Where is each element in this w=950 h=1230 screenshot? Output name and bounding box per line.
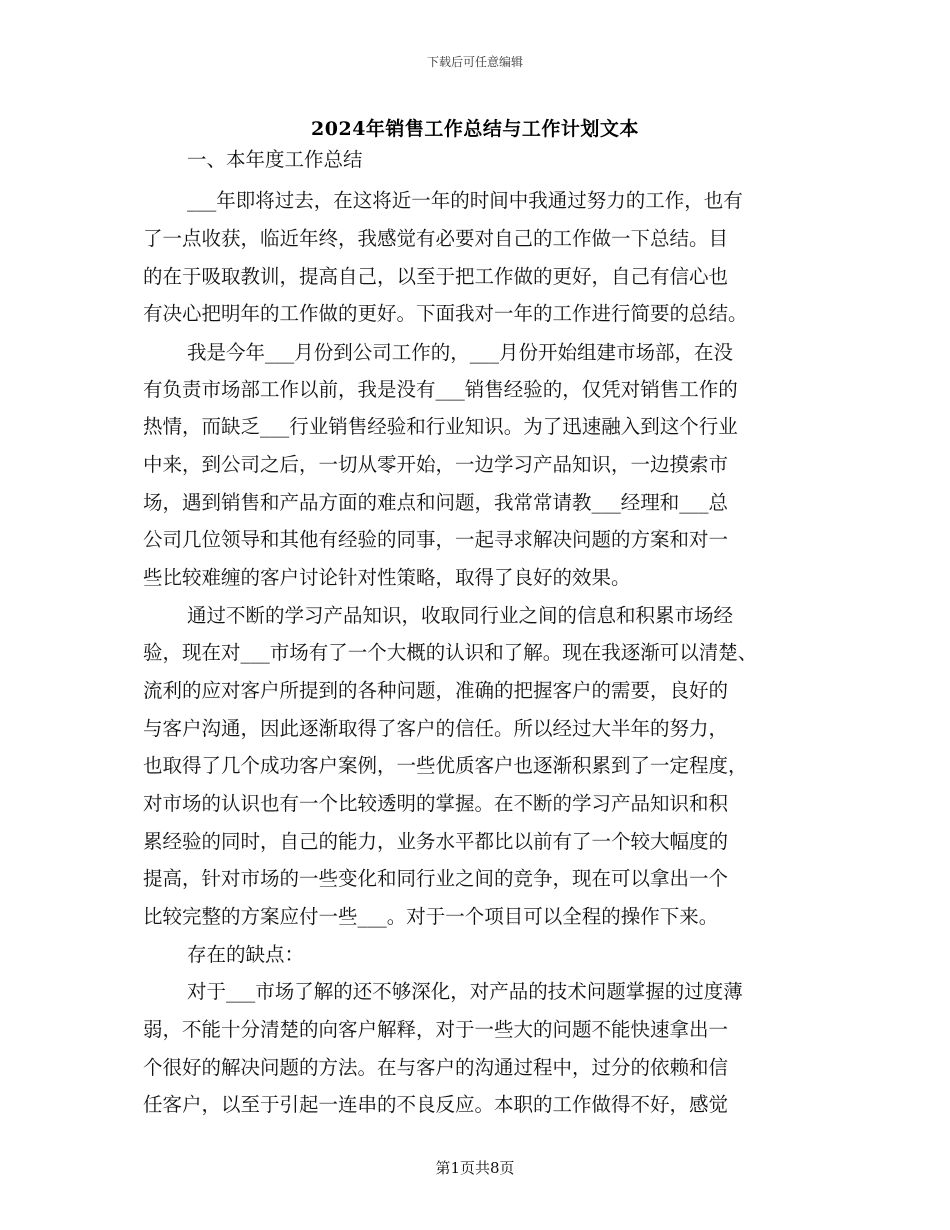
paragraph-line: 比较完整的方案应付一些___。对于一个项目可以全程的操作下来。 [143,905,719,928]
paragraph-line: 场，遇到销售和产品方面的难点和问题，我常常请教___经理和___总 [143,491,729,514]
paragraph-line: 流利的应对客户所提到的各种问题，准确的把握客户的需要，良好的 [143,679,729,702]
paragraph-line: 弱，不能十分清楚的向客户解释，对于一些大的问题不能快速拿出一 [143,1018,729,1041]
paragraph-line: 了一点收获，临近年终，我感觉有必要对自己的工作做一下总结。目 [143,227,729,250]
paragraph-line: 我是今年___月份到公司工作的，___月份开始组建市场部，在没 [187,341,734,364]
paragraph-line: 公司几位领导和其他有经验的同事，一起寻求解决问题的方案和对一 [143,528,729,551]
document-title: 2024年销售工作总结与工作计划文本 [311,118,639,140]
paragraph-line: 与客户沟通，因此逐渐取得了客户的信任。所以经过大半年的努力， [143,717,729,740]
paragraph-line: 中来，到公司之后，一切从零开始，一边学习产品知识，一边摸索市 [143,453,729,476]
paragraph-line: 个很好的解决问题的方法。在与客户的沟通过程中，过分的依赖和信 [143,1056,729,1079]
paragraph-line: 有负责市场部工作以前，我是没有___销售经验的，仅凭对销售工作的 [143,378,738,401]
paragraph-line: 有决心把明年的工作做的更好。下面我对一年的工作进行简要的总结。 [143,302,748,325]
paragraph-line: 的在于吸取教训，提高自己，以至于把工作做的更好，自己有信心也 [143,265,729,288]
paragraph-line: 也取得了几个成功客户案例，一些优质客户也逐渐积累到了一定程度， [143,754,748,777]
paragraph-line: 些比较难缠的客户讨论针对性策略，取得了良好的效果。 [143,566,631,589]
header-note: 下载后可任意编辑 [426,55,523,69]
paragraph-line: 通过不断的学习产品知识，收取同行业之间的信息和积累市场经 [187,604,734,627]
paragraph-line: 对市场的认识也有一个比较透明的掌握。在不断的学习产品知识和积 [143,792,729,815]
paragraph-line: ___年即将过去，在这将近一年的时间中我通过努力的工作，也有 [187,189,743,212]
paragraph-line: 对于___市场了解的还不够深化，对产品的技术问题掌握的过度薄 [187,980,743,1003]
paragraph-line: 任客户，以至于引起一连串的不良反应。本职的工作做得不好，感觉 [143,1093,729,1116]
paragraph-line: 热情，而缺乏___行业销售经验和行业知识。为了迅速融入到这个行业 [143,415,738,438]
subheading: 存在的缺点： [187,943,305,966]
paragraph-line: 验，现在对___市场有了一个大概的认识和了解。现在我逐渐可以清楚、 [143,641,758,664]
page-number: 第1页共8页 [435,1159,515,1177]
section-heading: 一、本年度工作总结 [187,148,363,171]
paragraph-line: 累经验的同时，自己的能力，业务水平都比以前有了一个较大幅度的 [143,830,729,853]
paragraph-line: 提高，针对市场的一些变化和同行业之间的竞争，现在可以拿出一个 [143,867,729,890]
